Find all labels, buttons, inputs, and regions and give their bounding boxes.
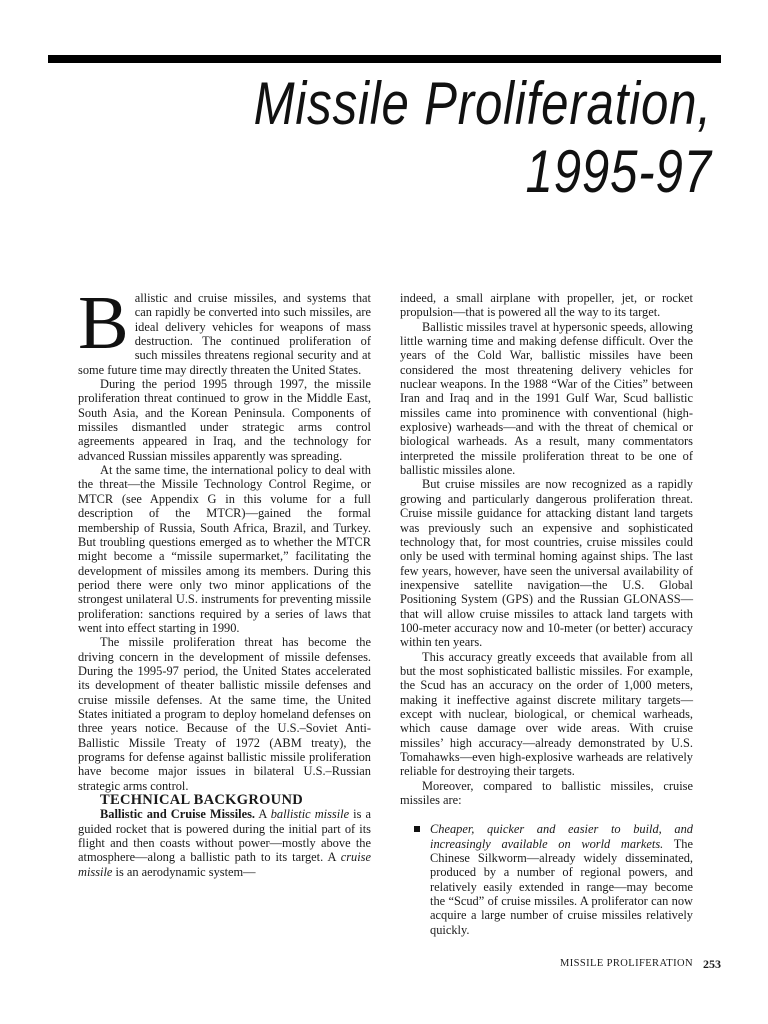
running-footer: MISSILE PROLIFERATION xyxy=(560,958,693,969)
term-cruise-missile: cruise missile xyxy=(78,850,371,879)
title-line-2: 1995-97 xyxy=(525,138,712,205)
bullet-item xyxy=(400,822,693,937)
subsection-heading: Ballistic and Cruise Missiles. xyxy=(100,807,256,822)
intro-text: allistic and cruise missiles, and systems that can rapidly be converted into such missiles, are ideal delivery vehicles for weapons of mass destruction. The continued proliferation of such missiles threatens regional security and at some future time may directly threaten the United States. xyxy=(78,291,371,377)
section-heading: TECHNICAL BACKGROUND xyxy=(100,792,303,809)
text-run: is an aerodynamic system— xyxy=(112,864,256,879)
paragraph: During the period 1995 through 1997, the missile proliferation threat continued to grow in the Middle East, South Asia, and the Korean Peninsula. Components of missiles dismantled under strategic arms control agreements appeared in Iraq, and the technology for advanced Russian missiles apparently was spreading. xyxy=(78,377,371,463)
drop-cap: B xyxy=(78,281,129,365)
paragraph: At the same time, the international policy to deal with the threat—the Missile Technology Control Regime, or MTCR (see Appendix G in this volume for a full description of the MTCR)—gained the formal membership of Russia, South Africa, Brazil, and Turkey. But troubling questions emerged as to whether the MTCR might become a “missile supermarket,” facilitating the development of missiles among its members. During this period there were only two minor applications of the strongest unilateral U.S. instruments for preventing missile proliferation: sanctions required by a series of laws that went into effect starting in 1990. xyxy=(78,463,371,635)
page-number: 253 xyxy=(703,957,721,971)
title-line-1: Missile Proliferation, xyxy=(253,70,712,137)
paragraph: Moreover, compared to ballistic missiles, cruise missiles are: xyxy=(400,778,693,808)
paragraph: The missile proliferation threat has become the driving concern in the development of missile defenses. During the 1995-97 period, the United States accelerated its development of theater ballistic missile defenses and cruise missile defenses. At the same time, the United States initiated a program to deploy homeland defenses on three years notice. Because of the U.S.–Soviet Anti-Ballistic Missile Treaty of 1972 (ABM treaty), the programs for defense against ballistic missile proliferation have become major issues in bilateral U.S.–Russian strategic arms control. xyxy=(78,635,371,793)
paragraph: Ballistic missiles travel at hypersonic speeds, allowing little warning time and making defense difficult. Over the years of the Cold War, ballistic missiles have been considered the most threatening delivery vehicles for nuclear weapons. In the 1988 “War of the Cities” between Iran and Iraq and in the 1991 Gulf War, Scud ballistic missiles came into prominence with conventional (high-explosive) warheads—and with the threat of chemical or biological warheads. As a result, many commentators interpreted the missile proliferation threat to be one of ballistic missiles alone. xyxy=(400,319,693,478)
bullet-body: The Chinese Silkworm—already widely disseminated, produced by a number of regional powers, and relatively easily extended in range—may become the “Scud” of cruise missiles. A proliferator can now acquire a large number of cruise missiles relatively quickly. xyxy=(430,836,693,937)
square-bullet-icon xyxy=(414,826,420,832)
left-column xyxy=(78,281,371,879)
page-title xyxy=(254,70,712,206)
top-rule xyxy=(48,55,721,63)
paragraph: This accuracy greatly exceeds that available from all but the most sophisticated ballistic missiles. For example, the Scud has an accuracy on the order of 1,000 meters, making it ineffective against discrete military targets—except with nuclear, biological, or chemical warheads, which cause damage over wide areas. With cruise missiles’ high accuracy—already demonstrated by U.S. Tomahawks—even high-explosive warheads are relatively reliable for destroying their targets. xyxy=(400,649,693,779)
term-ballistic-missile: ballistic missile xyxy=(270,807,350,822)
paragraph xyxy=(78,807,371,879)
paragraph: But cruise missiles are now recognized as a rapidly growing and particularly dangerous proliferation threat. Cruise missile guidance for attacking distant land targets was previously such an expensive and sophisticated technology that, for most countries, cruise missiles could only be used with terminal homing against ships. The last few years, however, have seen the universal availability of inexpensive satellite navigation—the U.S. Global Positioning System (GPS) and the Russian GLONASS—that will allow cruise missiles to attack land targets with 100-meter accuracy now and 10-meter (or better) accuracy within ten years. xyxy=(400,477,693,650)
intro-paragraph xyxy=(78,281,371,377)
bullet-lead: Cheaper, quicker and easier to build, and increasingly available on world markets. xyxy=(430,822,693,851)
text-run: A xyxy=(255,807,271,822)
paragraph: indeed, a small airplane with propeller, jet, or rocket propulsion—that is powered all the way to its target. xyxy=(400,291,693,320)
bullet-text xyxy=(430,822,693,937)
right-column xyxy=(400,291,693,937)
text-run: is a guided rocket that is powered during the initial part of its flight and then coasts without power—mostly above the atmosphere—along a ballistic path to its target. A xyxy=(78,807,371,865)
